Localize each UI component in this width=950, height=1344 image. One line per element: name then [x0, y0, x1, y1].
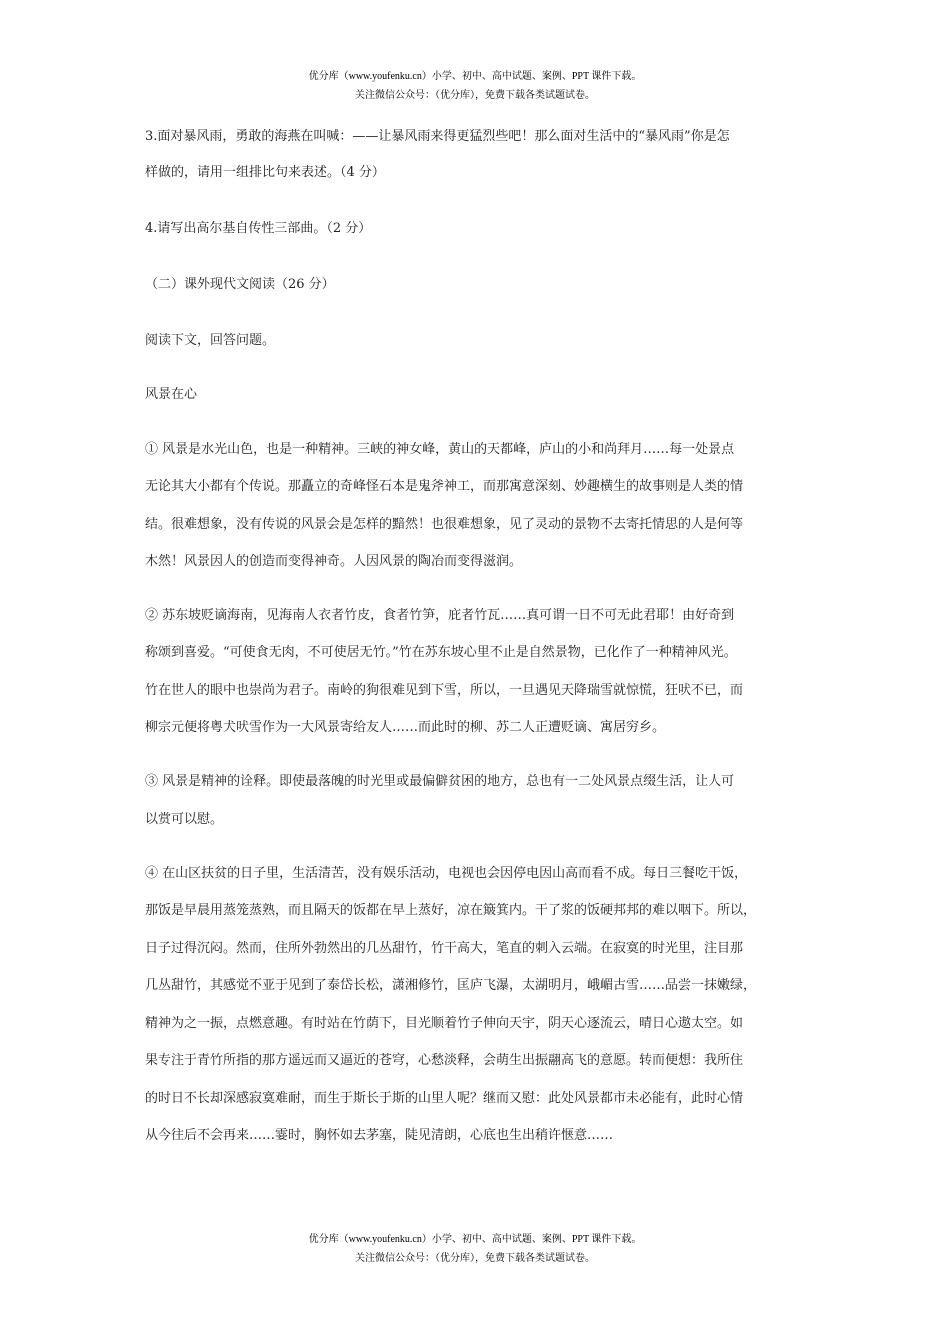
footer-line-2: 关注微信公众号：（优分库），免费下载各类试题试卷。 — [355, 1253, 595, 1264]
paragraph-4-line: 几丛甜竹，其感觉不亚于见到了泰岱长松，潇湘修竹，匡庐飞瀑，太湖明月，峨嵋古雪……品尝一抹嫩绿， — [145, 978, 757, 993]
paragraph-1-line: 木然！风景因人的创造而变得神奇。人因风景的陶冶而变得滋润。 — [145, 554, 523, 569]
paragraph-4-line: 精神为之一振，点燃意趣。有时站在竹荫下，目光顺着竹子伸向天宇，阴天心逐流云，晴日心遨太空。如 — [145, 1016, 744, 1031]
paragraph-4-line: 日子过得沉闷。然而，住所外勃然出的几丛甜竹，竹干高大，笔直的刺入云端。在寂寞的时光里，注目那 — [145, 941, 744, 956]
paragraph-2-line: ② 苏东坡贬谪海南，见海南人衣者竹皮，食者竹笋，庇者竹瓦……真可谓一日不可无此君耶！由好奇到 — [145, 608, 735, 623]
paragraph-3-line: ③ 风景是精神的诠释。即使最落魄的时光里或最偏僻贫困的地方，总也有一二处风景点缀生活，让人可 — [145, 774, 735, 789]
paragraph-2-line: 柳宗元便将粤犬吠雪作为一大风景寄给友人……而此时的柳、苏二人正遭贬谪、寓居穷乡。 — [145, 720, 666, 735]
paragraph-1-line: 无论其大小都有个传说。那矗立的奇峰怪石本是鬼斧神工，而那寓意深刻、妙趣横生的故事则是人类的情 — [145, 479, 744, 494]
footer-line-1: 优分库（www.youfenku.cn）小学、初中、高中试题、案例、PPT 课件下载。 — [308, 1234, 642, 1245]
page-footer-banner — [0, 1230, 950, 1268]
article-title: 风景在心 — [145, 387, 198, 402]
paragraph-4-line: 从今往后不会再来……霎时，胸怀如去茅塞，陡见清朗，心底也生出稍许惬意…… — [145, 1128, 614, 1143]
header-line-1: 优分库（www.youfenku.cn）小学、初中、高中试题、案例、PPT 课件下载。 — [308, 71, 642, 82]
header-line-2: 关注微信公众号：（优分库），免费下载各类试题试卷。 — [355, 90, 595, 101]
paragraph-4-line: 那饭是早晨用蒸笼蒸熟，而且隔天的饭都在早上蒸好，凉在簸箕内。干了浆的饭硬邦邦的难以咽下。所以， — [145, 903, 757, 918]
question-3-line-2: 样做的，请用一组排比句来表述。（4 分） — [145, 165, 385, 180]
question-4: 4.请写出高尔基自传性三部曲。（2 分） — [145, 221, 372, 236]
question-3-line-1: 3.面对暴风雨，勇敢的海燕在叫喊：——让暴风雨来得更猛烈些吧！那么面对生活中的“暴风雨”你是怎 — [145, 129, 730, 144]
paragraph-1-line: 结。很难想象，没有传说的风景会是怎样的黯然！也很难想象，见了灵动的景物不去寄托情思的人是何等 — [145, 517, 744, 532]
section-heading: （二）课外现代文阅读（26 分） — [145, 277, 335, 292]
paragraph-4-line: ④ 在山区扶贫的日子里，生活清苦，没有娱乐活动，电视也会因停电因山高而看不成。每日三餐吃干饭， — [145, 866, 748, 881]
paragraph-4-line: 果专注于青竹所指的那方遥远而又逼近的苍穹，心愁淡释，会萌生出振翮高飞的意愿。转而便想：我所住 — [145, 1053, 744, 1068]
reading-instruction: 阅读下文，回答问题。 — [145, 333, 276, 348]
paragraph-3-line: 以赏可以慰。 — [145, 812, 224, 827]
paragraph-2-line: 竹在世人的眼中也崇尚为君子。南岭的狗很难见到下雪，所以，一旦遇见天降瑞雪就惊慌，狂吠不已，而 — [145, 683, 744, 698]
page-header-banner — [0, 67, 950, 105]
paragraph-1-line: ① 风景是水光山色，也是一种精神。三峡的神女峰，黄山的天都峰，庐山的小和尚拜月……每一处景点 — [145, 442, 735, 457]
paragraph-2-line: 称颂到喜爱。“可使食无肉，不可使居无竹。”竹在苏东坡心里不止是自然景物，已化作了一种精神风光。 — [145, 645, 737, 660]
paragraph-4-line: 的时日不长却深感寂寞难耐，而生于斯长于斯的山里人呢？继而又慰：此处风景都市未必能有，此时心情 — [145, 1091, 744, 1106]
